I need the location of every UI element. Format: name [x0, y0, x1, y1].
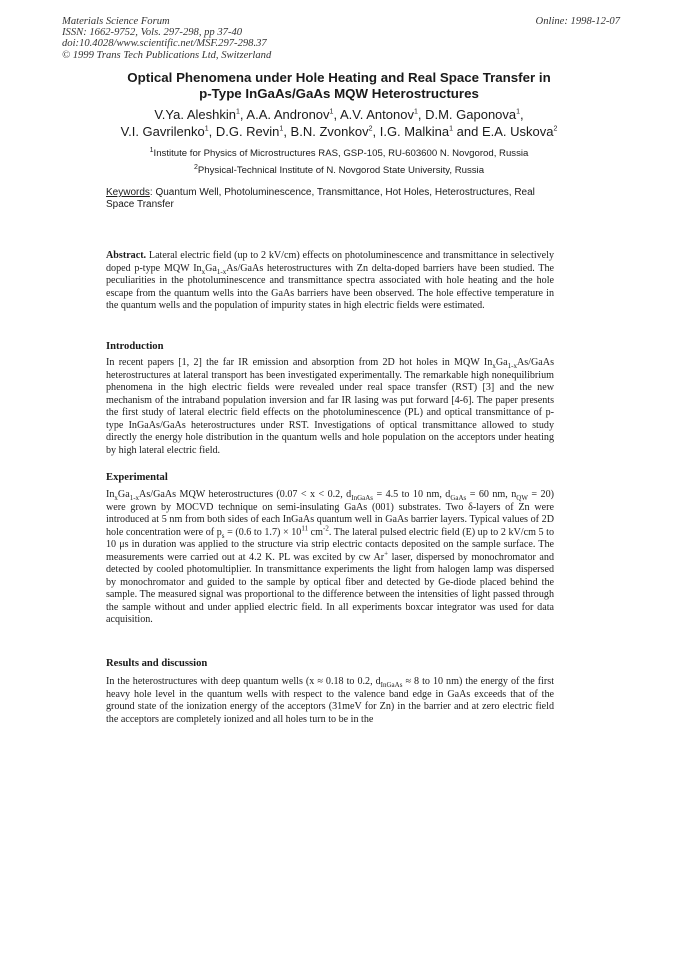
- keywords-label: Keywords: [106, 187, 150, 198]
- abstract-text: Lateral electric field (up to 2 kV/cm) effects on photoluminescence and transmittance in selectively doped p-type MQW In: [106, 250, 554, 274]
- author-name: V.I. Gavrilenko: [120, 124, 205, 139]
- author-name: A.A. Andronov: [246, 107, 330, 122]
- online-date: Online: 1998-12-07: [535, 16, 620, 27]
- author-name: B.N. Zvonkov: [290, 124, 369, 139]
- affiliation-mark: 1: [329, 108, 334, 116]
- subscript: 1-x: [216, 267, 227, 276]
- paper-title: [100, 70, 578, 102]
- exp-text: = (0.6 to 1.7) × 10: [224, 526, 302, 538]
- superscript: -2: [323, 524, 329, 533]
- subscript: x: [201, 267, 206, 276]
- subscript: 1-x: [507, 362, 517, 371]
- subscript: QW: [516, 494, 528, 503]
- subscript: InGaAs: [380, 681, 403, 690]
- exp-text: laser, dispersed by monochromator and detected by cooled photomultiplier. In transmittance experiments the light from halogen lamp was dispersed by monochromator and guided to the sample by optical fiber and detected by Ge-diode placed behind the sample. The measured signal was proportional to the difference between the intensities of light passed through the sample without and under applied electric field. In all experiments boxcar integrator was used for data acquisition.: [106, 551, 554, 625]
- affiliation-number: 2: [193, 163, 198, 171]
- section-heading-experimental: Experimental: [106, 472, 168, 483]
- affiliation-mark: 1: [204, 125, 209, 133]
- author-name: A.V. Antonov: [339, 107, 414, 122]
- subscript: GaAs: [450, 494, 467, 503]
- affiliation-mark: 2: [553, 125, 558, 133]
- affiliation-text: Physical-Technical Institute of N. Novgorod State University, Russia: [197, 165, 485, 176]
- affiliation-2: [80, 165, 598, 177]
- affiliation-mark: 1: [279, 125, 284, 133]
- author-name: V.Ya. Aleshkin: [154, 107, 236, 122]
- keywords-text: : Quantum Well, Photoluminescence, Transmittance, Hot Holes, Heterostructures, Real Space Transfer: [106, 187, 535, 210]
- results-paragraph: [106, 676, 554, 726]
- exp-text: Ga: [117, 489, 130, 500]
- introduction-paragraph: [106, 357, 554, 457]
- keywords: [106, 187, 558, 210]
- subscript: InGaAs: [351, 494, 374, 503]
- affiliation-text: Institute for Physics of Microstructures RAS, GSP-105, RU-603600 N. Novgorod, Russia: [153, 148, 529, 159]
- superscript: 11: [301, 524, 309, 533]
- intro-text: In recent papers [1, 2] the far IR emission and absorption from 2D hot holes in MQW In: [106, 357, 493, 368]
- publication-meta: [62, 16, 271, 61]
- affiliation-1: [80, 148, 598, 160]
- results-text: ≈ 8 to 10 nm) the energy of the first heavy hole level in the quantum wells with respect to the valence band edge in GaAs exceeds that of the ground state of the ionization energy of the acceptors (31meV for Zn) in the barrier and at zero electric field the acceptors are completely ionized and all holes turn to be in the: [106, 676, 555, 725]
- intro-text: Ga: [495, 357, 508, 368]
- superscript: +: [384, 549, 389, 558]
- and-word: and: [456, 124, 479, 139]
- intro-text: As/GaAs heterostructures at lateral transport has been investigated experimentally. The remarkable high nonequilibrium phenomena in the high electric fields were revealed under real space transfer (RST) [3] and the new mechanism of the intraband population inversion and far IR lasing was put forward [4-6]. The paper presents the first study of lateral electric field effects on the photoluminescence (PL) and optical transmittance of p-type InGaAs/GaAs heterostructures under RST. Investigations of optical transmittance allowed to study directly the energy hole distribution in the quantum wells and hole population on the acceptors under heating by high lateral electric field.: [106, 357, 554, 456]
- affiliation-mark: 1: [516, 108, 521, 116]
- author-name: E.A. Uskova: [481, 124, 554, 139]
- subscript: x: [492, 362, 496, 371]
- exp-text: = 20) were grown by MOCVD technique on semi-insulating GaAs (001) substrates. Two δ-layers of Zn were introduced at 5 nm from both sides of each InGaAs quantum well in GaAs barrier layers. Typical values of 2D hole concentration were of p: [106, 489, 554, 538]
- abstract-text: Ga: [205, 262, 217, 274]
- affiliation-number: 1: [149, 146, 154, 154]
- affiliation-mark: 1: [236, 108, 240, 116]
- subscript: s: [221, 531, 225, 540]
- abstract-paragraph: [106, 250, 554, 313]
- doi-line[interactable]: doi:10.4028/www.scientific.net/MSF.297-298.37: [62, 38, 267, 50]
- exp-text: cm: [308, 526, 324, 538]
- subscript: 1-x: [129, 494, 140, 503]
- journal-name: Materials Science Forum: [62, 16, 170, 27]
- author-line-1: V.Ya. Aleshkin$^1$, A.A. Andronov$^1$, A.V. Antonov$^1$, D.M. Gaponova$^1$,: [154, 107, 524, 122]
- author-line-2: V.I. Gavrilenko$^1$, D.G. Revin$^1$, B.N. Zvonkov$^2$, I.G. Malkina$^1$ and E.A. Uskova$^2$: [120, 124, 558, 139]
- affiliation-mark: 2: [368, 125, 373, 133]
- author-name: I.G. Malkina: [379, 124, 450, 139]
- title-line-1: Optical Phenomena under Hole Heating and Real Space Transfer in: [127, 70, 551, 85]
- author-list: [80, 106, 598, 140]
- exp-text: As/GaAs MQW heterostructures (0.07 < x < 0.2, d: [139, 489, 352, 500]
- section-heading-results: Results and discussion: [106, 658, 208, 669]
- exp-text: In: [106, 489, 115, 500]
- exp-text: = 4.5 to 10 nm, d: [373, 489, 451, 500]
- author-name: D.G. Revin: [215, 124, 280, 139]
- title-line-2: p-Type InGaAs/GaAs MQW Heterostructures: [199, 86, 479, 101]
- abstract-label: Abstract.: [106, 250, 147, 261]
- issn-line: ISSN: 1662-9752, Vols. 297-298, pp 37-40: [62, 27, 243, 39]
- subscript: x: [114, 494, 118, 503]
- affiliation-mark: 1: [449, 125, 453, 133]
- exp-text: = 60 nm, n: [466, 489, 517, 500]
- author-name: D.M. Gaponova: [425, 107, 517, 122]
- exp-text: . The lateral pulsed electric field (E) up to 2 kV/cm 5 to 10 μs in duration was applied to the structure via strip electric contacts deposited on the sample surface. The measurements were carried out at 4.2 K. PL was excited by cw Ar: [106, 526, 555, 563]
- copyright-line: © 1999 Trans Tech Publications Ltd, Switzerland: [62, 49, 272, 61]
- section-heading-introduction: Introduction: [106, 341, 164, 352]
- experimental-paragraph: [106, 489, 554, 627]
- results-text: In the heterostructures with deep quantum wells (x ≈ 0.18 to 0.2, d: [106, 676, 381, 687]
- affiliation-mark: 1: [413, 108, 418, 116]
- abstract-text: As/GaAs heterostructures with Zn delta-doped barriers have been studied. The peculiarities in the photoluminescence and transmittance spectra associated with hole heating and the hole escape from the quantum wells into the GaAs barriers have been observed. The hole effective temperature in the quantum wells and the population of impurity states in high electric fields were estimated.: [106, 262, 555, 311]
